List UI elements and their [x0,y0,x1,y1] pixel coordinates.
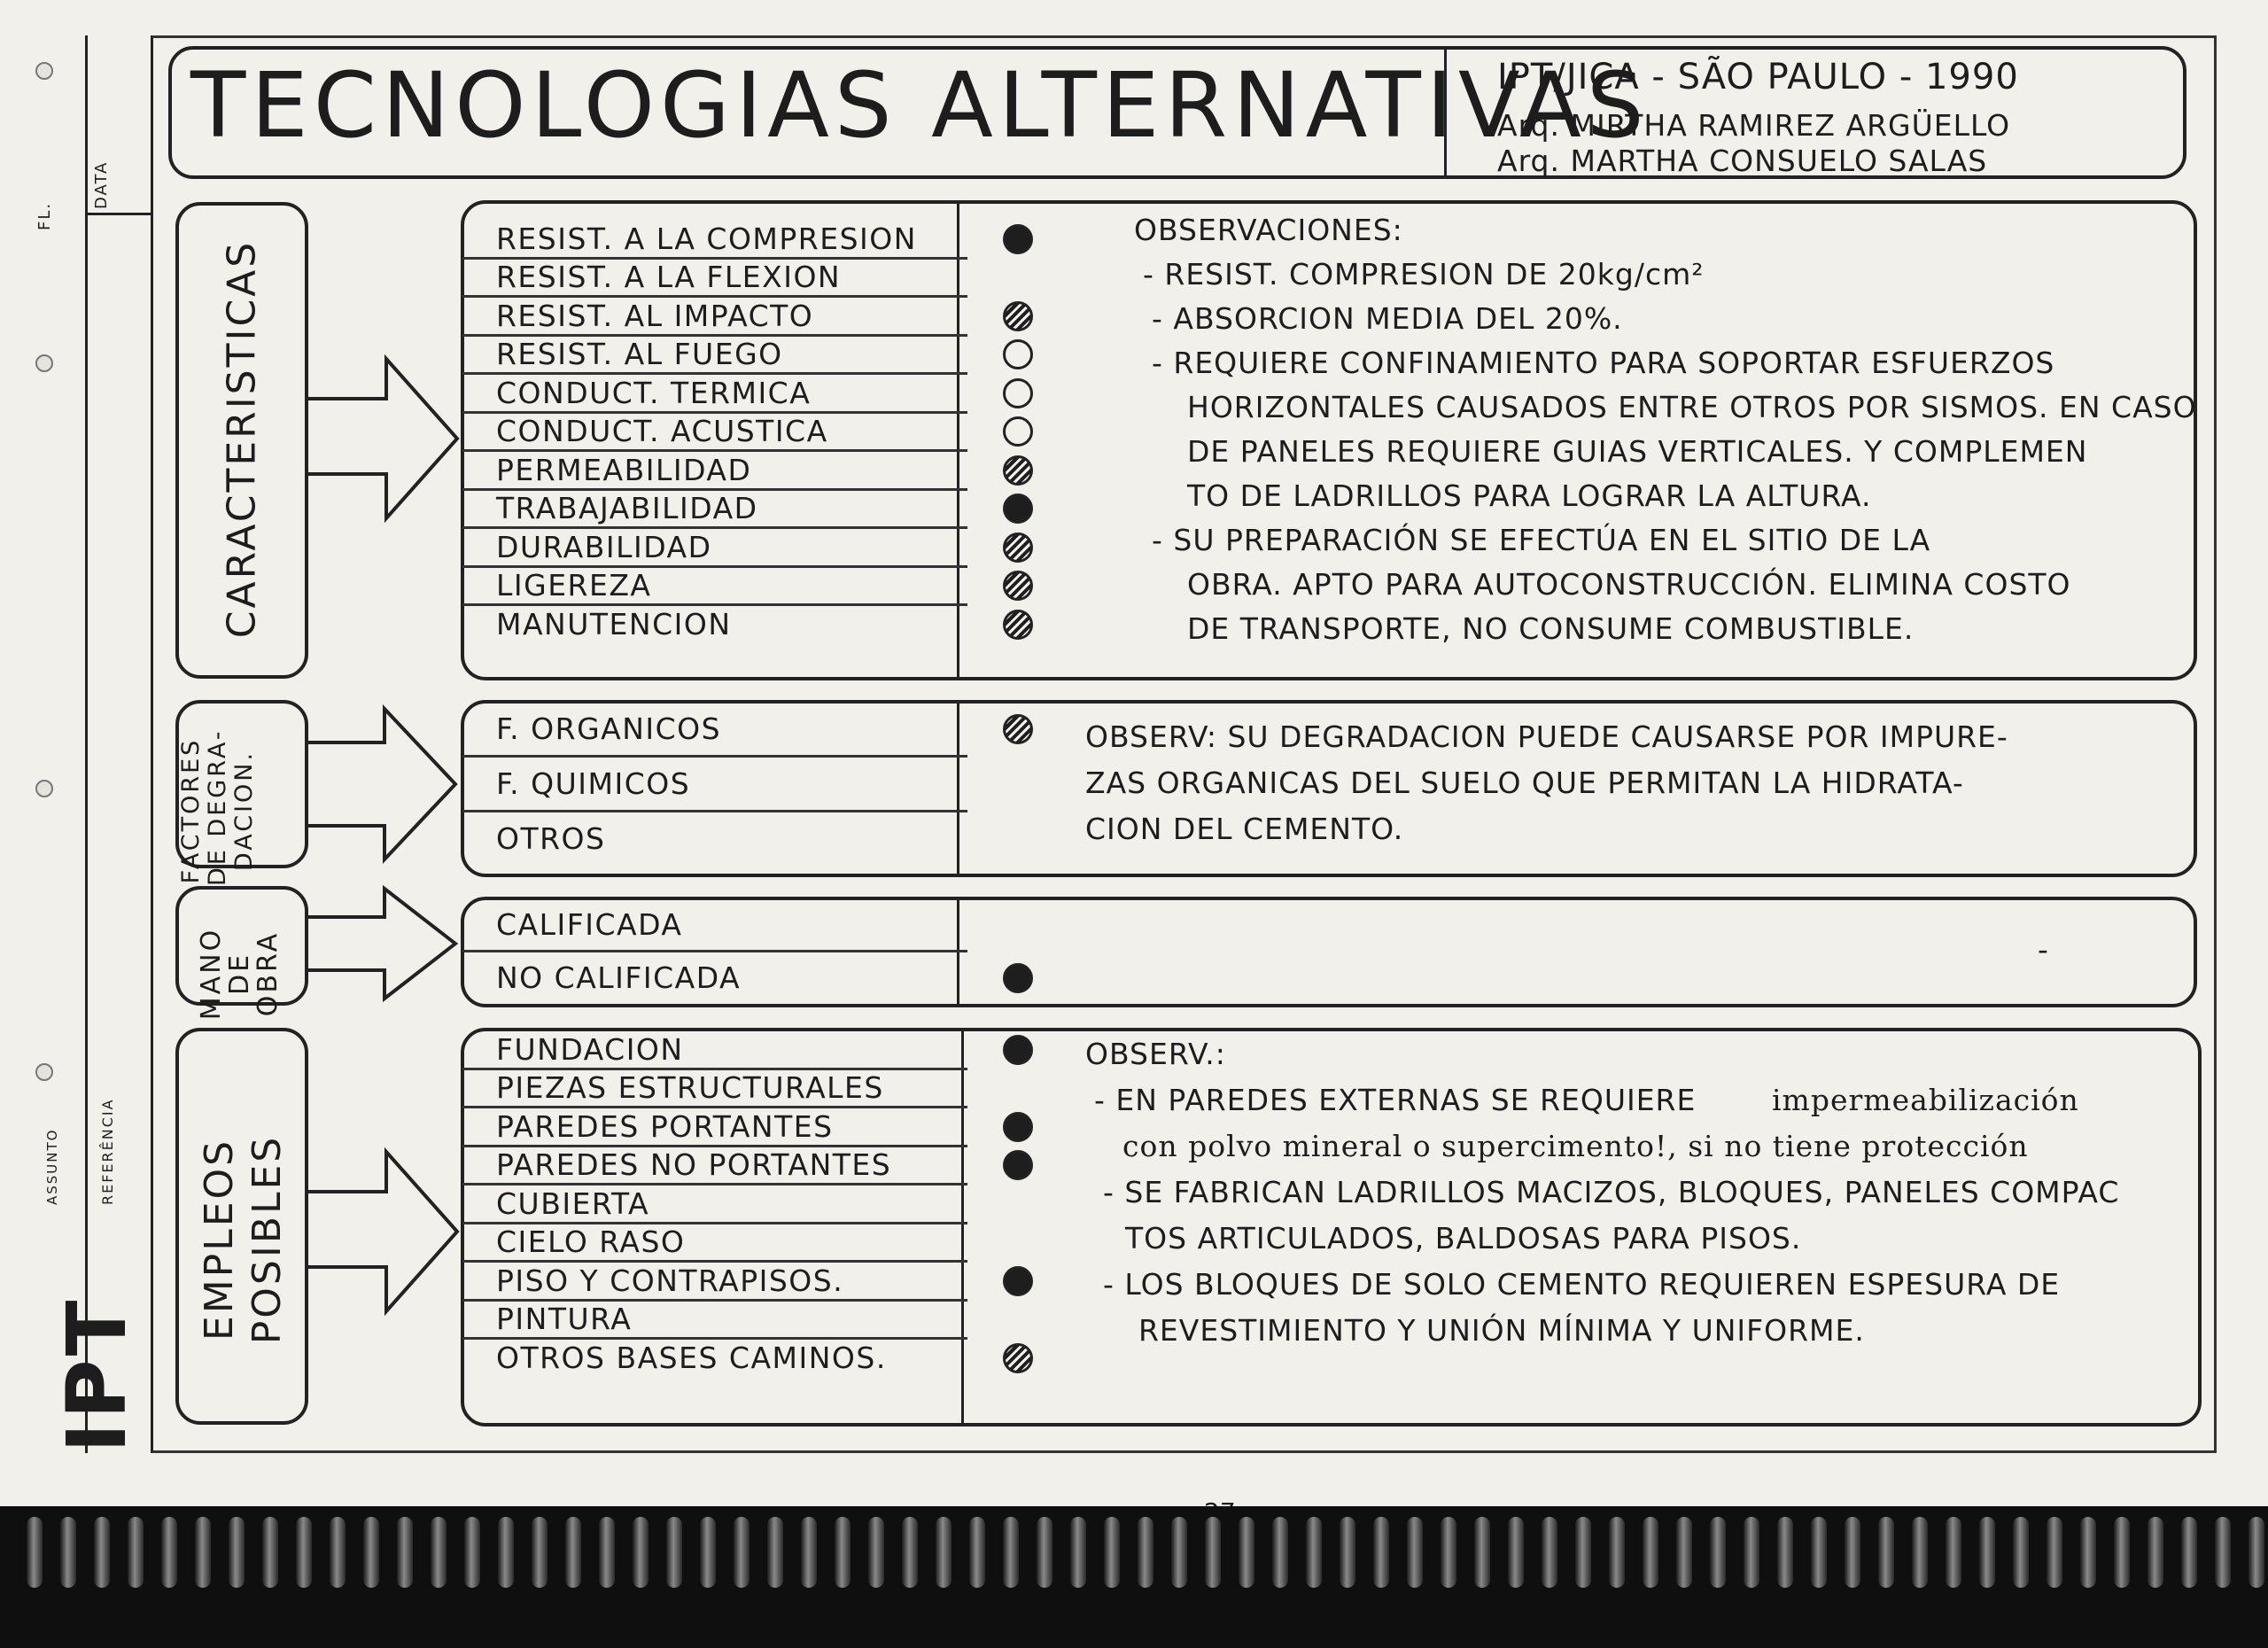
observation-line: - ABSORCION MEDIA DEL 20%. [1152,301,1623,336]
binding-coil [431,1517,447,1588]
binding-coil [397,1517,413,1588]
row-label: PERMEABILIDAD [496,452,752,487]
binding-coil [1340,1517,1355,1588]
data-label: DATA [92,160,111,209]
observation-line: HORIZONTALES CAUSADOS ENTRE OTROS POR SISMOS. EN CASO [1187,390,2197,424]
observation-line: OBSERV: SU DEGRADACION PUEDE CAUSARSE POR IMPURE- [1085,719,2008,754]
filled-circle-icon [1003,1150,1033,1180]
row-divider [462,257,967,260]
binding-coil [1171,1517,1187,1588]
binding-coil [1272,1517,1288,1588]
binding-coil [1710,1517,1726,1588]
binding-coil [700,1517,716,1588]
observation-line: - RESIST. COMPRESION DE 20kg/cm² [1143,257,1705,292]
binding-hole [35,62,53,80]
observation-line: impermeabilización [1772,1083,2079,1117]
row-label: DURABILIDAD [496,529,712,564]
filled-circle-icon [1003,494,1033,524]
filled-circle-icon [1003,224,1033,254]
observation-line: DE TRANSPORTE, NO CONSUME COMBUSTIBLE. [1187,611,1915,646]
degradacion-label-line1: FACTORES [177,737,205,884]
binding-coil [1744,1517,1759,1588]
binding-coil [1373,1517,1389,1588]
binding-coil [1777,1517,1793,1588]
binding-coil [1676,1517,1692,1588]
arrow-icon [307,882,466,1006]
row-label: PIEZAS ESTRUCTURALES [496,1070,884,1106]
binding-coil [1643,1517,1658,1588]
margin-line [85,35,88,1453]
binding-coil [161,1517,177,1588]
row-divider [462,1068,967,1070]
binding-coil [734,1517,750,1588]
binding-coil [1003,1517,1019,1588]
row-label: MANUTENCION [496,606,732,641]
source-line: IPT/JICA - SÃO PAULO - 1990 [1497,57,2019,97]
binding-coil [1407,1517,1423,1588]
binding-coil [1138,1517,1153,1588]
binding-hole [35,1063,53,1081]
row-label: CONDUCT. TERMICA [496,375,812,410]
binding-coil [835,1517,850,1588]
binding-coil [902,1517,918,1588]
observation-line: REVESTIMIENTO Y UNIÓN MÍNIMA Y UNIFORME. [1138,1313,1865,1348]
observation-line: OBSERV.: [1085,1037,1226,1071]
binding-coil [565,1517,581,1588]
binding-coil [464,1517,480,1588]
binding-coil [195,1517,211,1588]
column-divider [957,702,959,875]
row-divider [462,411,967,414]
row-divider [462,449,967,452]
binding-coil [94,1517,110,1588]
page-title: TECNOLOGIAS ALTERNATIVAS [190,53,1650,159]
binding-coil [599,1517,615,1588]
row-divider [462,1222,967,1224]
hatched-circle-icon [1003,1343,1033,1373]
binding-coil [1441,1517,1456,1588]
observation-line: OBRA. APTO PARA AUTOCONSTRUCCIÓN. ELIMINA COSTO [1187,567,2071,602]
row-label: RESIST. AL IMPACTO [496,298,814,333]
binding-coil [60,1517,76,1588]
filled-circle-icon [1003,1112,1033,1142]
row-divider [462,565,967,568]
observation-line: TOS ARTICULADOS, BALDOSAS PARA PISOS. [1125,1221,1802,1255]
row-label: RESIST. AL FUEGO [496,337,783,372]
binding-coil [868,1517,884,1588]
binding-coil [1205,1517,1221,1588]
hatched-circle-icon [1003,301,1033,331]
degradacion-label-line3: DACION. [230,750,258,872]
row-divider [462,950,967,952]
binding-coil [532,1517,548,1588]
row-label: PISO Y CONTRAPISOS. [496,1263,844,1298]
binding-coil [633,1517,649,1588]
binding-coil [498,1517,514,1588]
binding-coil [666,1517,682,1588]
binding-coil [801,1517,817,1588]
binding-coil [330,1517,346,1588]
row-label: LIGEREZA [496,568,652,603]
binding-coil [1609,1517,1625,1588]
fl-label: FL. [35,201,54,230]
degradacion-label-line2: DE DEGRA- [204,728,231,886]
row-label: NO CALIFICADA [496,960,742,995]
row-label: F. ORGANICOS [496,711,722,746]
binding-coil [128,1517,144,1588]
empleos-label-line2: POSIBLES [245,1134,290,1345]
binding-coil [1878,1517,1894,1588]
mano-obra-label-line2: DE [224,952,255,996]
binding-coil [2013,1517,2029,1588]
binding-coil [1070,1517,1086,1588]
ipt-logo: IPT [50,1296,144,1453]
caracteristicas-label: CARACTERISTICAS [219,239,265,639]
row-divider [462,526,967,529]
binding-coil [1104,1517,1120,1588]
binding-coil [2047,1517,2062,1588]
row-divider [462,372,967,375]
row-label: PAREDES NO PORTANTES [496,1147,892,1183]
observation-line: OBSERVACIONES: [1134,213,1403,247]
arrow-icon [307,700,466,868]
row-label: F. QUIMICOS [496,766,691,801]
row-divider [462,1337,967,1340]
hatched-circle-icon [1003,532,1033,563]
binding-coil [1575,1517,1591,1588]
binding-hole [35,354,53,372]
empty-circle-icon [1003,339,1033,369]
row-divider [462,1145,967,1147]
binding-coil [1474,1517,1490,1588]
hatched-circle-icon [1003,610,1033,640]
margin-divider [85,213,153,215]
row-divider [462,334,967,337]
row-label: OTROS BASES CAMINOS. [496,1340,887,1375]
binding-coil [1979,1517,1995,1588]
row-label: CIELO RASO [496,1224,686,1260]
empty-circle-icon [1003,416,1033,447]
binding-coil [1542,1517,1557,1588]
row-divider [462,1183,967,1185]
hatched-circle-icon [1003,571,1033,601]
row-label: OTROS [496,821,606,856]
observation-line: - REQUIERE CONFINAMIENTO PARA SOPORTAR ESFUERZOS [1152,346,2055,380]
binding-coil [2181,1517,2197,1588]
binding-coil [2114,1517,2130,1588]
binding-coil [363,1517,379,1588]
row-divider [462,1106,967,1108]
binding-coil [27,1517,43,1588]
binding-coil [1811,1517,1827,1588]
row-label: FUNDACION [496,1031,684,1067]
mano-obra-label-line1: MANO [196,927,227,1021]
binding-coil [1508,1517,1524,1588]
row-label: CALIFICADA [496,907,683,942]
row-label: TRABAJABILIDAD [496,491,758,526]
observation-line: con polvo mineral o supercimento!, si no tiene protección [1122,1129,2029,1163]
row-label: RESIST. A LA FLEXION [496,260,842,295]
assunto-label: ASSUNTO [44,1128,60,1205]
binding-coil [2148,1517,2163,1588]
binding-coil [936,1517,951,1588]
binding-coil [296,1517,312,1588]
author-1: Arq. MIRTHA RAMIREZ ARGÜELLO [1497,108,2011,143]
binding-coil [1037,1517,1052,1588]
binding-coil [1912,1517,1928,1588]
observation-line: - SE FABRICAN LADRILLOS MACIZOS, BLOQUES, PANELES COMPAC [1103,1175,2120,1209]
binding-coil [767,1517,783,1588]
row-label: CONDUCT. ACUSTICA [496,414,828,449]
row-divider [462,810,967,812]
binding-coil [1845,1517,1860,1588]
observation-line: CION DEL CEMENTO. [1085,812,1404,846]
binding-coil [1946,1517,1961,1588]
filled-circle-icon [1003,963,1033,993]
binding-coil [1306,1517,1322,1588]
observation-line: - EN PAREDES EXTERNAS SE REQUIERE [1094,1083,1697,1117]
mano-obra-label-line3: OBRA [252,930,284,1017]
binding-coil [2249,1517,2264,1588]
observation-line: TO DE LADRILLOS PARA LOGRAR LA ALTURA. [1187,478,1872,513]
observation-line: ZAS ORGANICAS DEL SUELO QUE PERMITAN LA HIDRATA- [1085,766,1964,800]
row-label: PAREDES PORTANTES [496,1108,834,1144]
arrow-icon [307,350,466,527]
column-divider [957,202,959,679]
binding-coil [2080,1517,2096,1588]
empleos-label-line1: EMPLEOS [197,1138,242,1341]
author-2: Arq. MARTHA CONSUELO SALAS [1497,144,1988,178]
column-divider [961,1030,964,1425]
row-divider [462,1260,967,1263]
binding-coil [1239,1517,1254,1588]
arrow-icon [307,1143,466,1320]
referencia-label: REFERÊNCIA [99,1098,116,1205]
binding-coil [229,1517,245,1588]
row-divider [462,488,967,491]
binding-coil [969,1517,985,1588]
observation-line: DE PANELES REQUIERE GUIAS VERTICALES. Y COMPLEMEN [1187,434,2088,469]
row-divider [462,1299,967,1302]
hatched-circle-icon [1003,455,1033,486]
binding-coil [2215,1517,2231,1588]
observation-line: - SU PREPARACIÓN SE EFECTÚA EN EL SITIO DE LA [1152,523,1931,557]
empty-circle-icon [1003,378,1033,408]
observation-line: - [2038,932,2049,967]
row-label: CUBIERTA [496,1185,650,1221]
row-divider [462,603,967,606]
row-divider [462,295,967,298]
observation-line: - LOS BLOQUES DE SOLO CEMENTO REQUIEREN ESPESURA DE [1103,1267,2061,1302]
row-label: RESIST. A LA COMPRESION [496,221,917,256]
filled-circle-icon [1003,1035,1033,1065]
binding-coil [262,1517,278,1588]
hatched-circle-icon [1003,714,1033,744]
row-label: PINTURA [496,1302,633,1337]
binding-hole [35,780,53,797]
filled-circle-icon [1003,1266,1033,1296]
row-divider [462,755,967,758]
